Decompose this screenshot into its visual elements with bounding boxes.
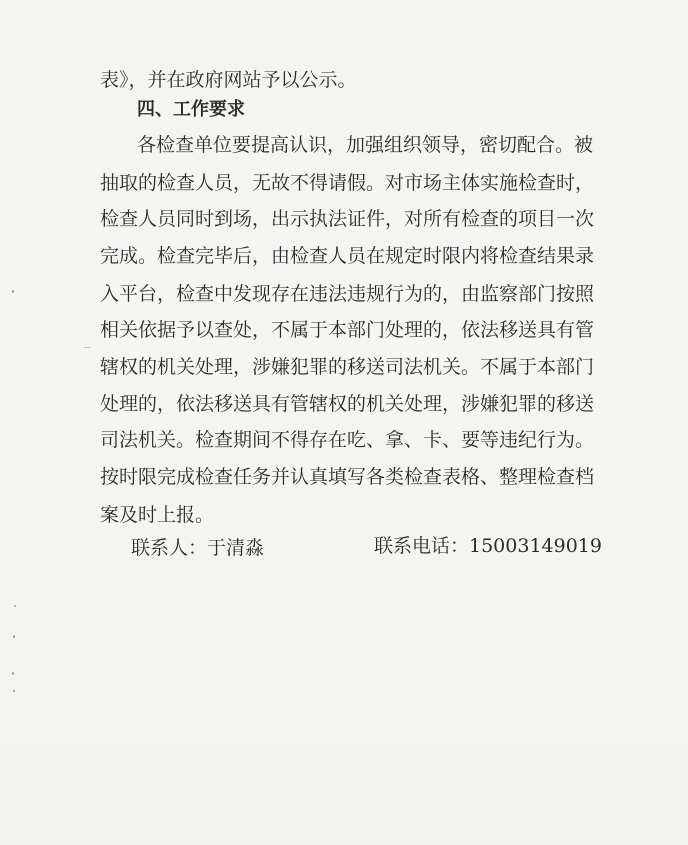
scan-speck (84, 347, 90, 348)
body-line: 辖权的机关处理，涉嫌犯罪的移送司法机关。不属于本部门 (100, 356, 595, 378)
body-line: 入平台，检查中发现存在违法违规行为的，由监察部门按照 (100, 283, 595, 305)
intro-line: 表》，并在政府网站予以公示。 (100, 69, 357, 91)
scan-speck (12, 290, 14, 293)
section-heading: 四、工作要求 (137, 99, 245, 120)
body-line: 按时限完成检查任务并认真填写各类检查表格、整理检查档 (100, 466, 595, 488)
body-line: 检查人员同时到场，出示执法证件，对所有检查的项目一次 (100, 208, 595, 230)
body-line: 各检查单位要提高认识，加强组织领导，密切配合。被 (137, 134, 594, 156)
body-line: 司法机关。检查期间不得存在吃、拿、卡、要等违纪行为。 (100, 429, 595, 451)
contact-name: 联系人：于清淼 (131, 537, 265, 559)
scan-speck (13, 690, 15, 692)
body-line: 完成。检查完毕后，由检查人员在规定时限内将检查结果录 (100, 245, 595, 267)
body-line: 抽取的检查人员，无故不得请假。对市场主体实施检查时， (100, 172, 595, 194)
scan-speck (14, 605, 16, 607)
body-line: 相关依据予以查处，不属于本部门处理的，依法移送具有管 (100, 319, 595, 341)
body-line: 案及时上报。 (100, 504, 215, 526)
scan-speck (13, 635, 15, 638)
scan-speck (12, 672, 14, 675)
body-line: 处理的，依法移送具有管辖权的机关处理，涉嫌犯罪的移送 (100, 393, 595, 415)
contact-phone: 联系电话：15003149019 (374, 535, 602, 557)
